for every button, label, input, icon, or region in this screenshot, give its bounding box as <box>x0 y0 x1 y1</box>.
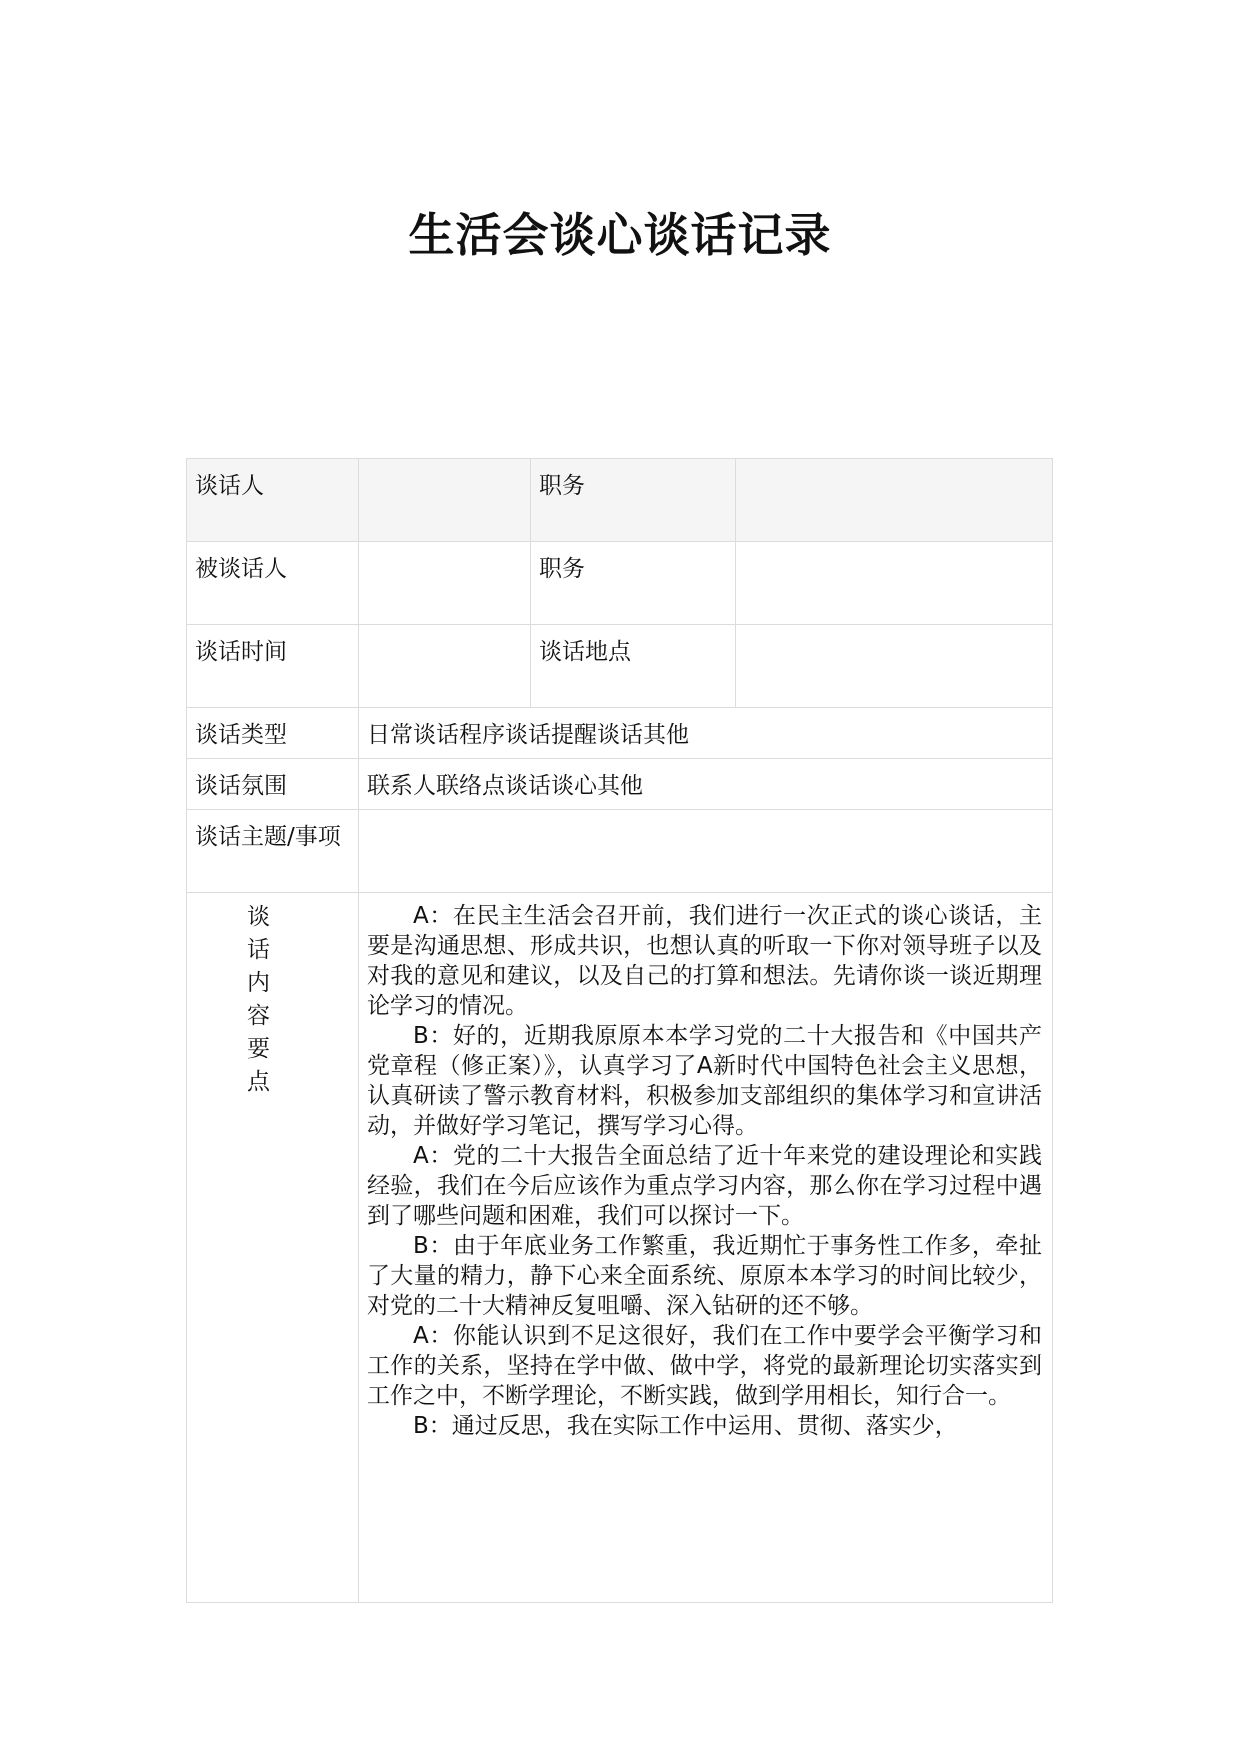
content-label-char: 点 <box>247 1069 270 1095</box>
content-label-char: 谈 <box>247 904 270 930</box>
content-paragraph: B：通过反思，我在实际工作中运用、贯彻、落实少， <box>413 1413 958 1439</box>
type-label: 谈话类型 <box>187 708 359 759</box>
content-label-char: 容 <box>247 1003 270 1029</box>
atmosphere-label: 谈话氛围 <box>187 759 359 810</box>
type-value[interactable]: 日常谈话程序谈话提醒谈话其他 <box>359 708 1053 759</box>
table-row-talker <box>187 459 1053 542</box>
table-row-content <box>187 893 1053 1603</box>
interviewee-position-value[interactable] <box>736 542 1053 625</box>
interviewee-label: 被谈话人 <box>187 542 359 625</box>
content-paragraph: B：由于年底业务工作繁重，我近期忙于事务性工作多，牵扯了大量的精力，静下心来全面系统、原原本本学习的时间比较少，对党的二十大精神反复咀嚼、深入钻研的还不够。 <box>367 1233 1042 1319</box>
time-value[interactable] <box>359 625 531 708</box>
table-row-atmosphere <box>187 759 1053 810</box>
place-value[interactable] <box>736 625 1053 708</box>
content-label-char: 内 <box>247 970 270 996</box>
content-label-char: 话 <box>247 937 270 963</box>
table-row-topic <box>187 810 1053 893</box>
content-paragraph: A：你能认识到不足这很好，我们在工作中要学会平衡学习和工作的关系，坚持在学中做、做中学，将党的最新理论切实落实到工作之中，不断学理论，不断实践，做到学用相长，知行合一。 <box>367 1323 1042 1409</box>
talker-position-label: 职务 <box>531 459 736 542</box>
topic-value[interactable] <box>359 810 1053 893</box>
talk-record-table <box>186 458 1053 1603</box>
time-label: 谈话时间 <box>187 625 359 708</box>
table-row-time-place <box>187 625 1053 708</box>
topic-label: 谈话主题/事项 <box>187 810 359 893</box>
interviewee-value[interactable] <box>359 542 531 625</box>
interviewee-position-label: 职务 <box>531 542 736 625</box>
content-paragraph: A：在民主生活会召开前，我们进行一次正式的谈心谈话，主要是沟通思想、形成共识，也想认真的听取一下你对领导班子以及对我的意见和建议，以及自己的打算和想法。先请你谈一谈近期理论学习的情况。 <box>367 903 1042 1019</box>
table-row-type <box>187 708 1053 759</box>
content-paragraph: A：党的二十大报告全面总结了近十年来党的建设理论和实践经验，我们在今后应该作为重点学习内容，那么你在学习过程中遇到了哪些问题和困难，我们可以探讨一下。 <box>367 1143 1042 1229</box>
content-text[interactable] <box>359 893 1053 1603</box>
talker-label: 谈话人 <box>187 459 359 542</box>
atmosphere-value[interactable]: 联系人联络点谈话谈心其他 <box>359 759 1053 810</box>
place-label: 谈话地点 <box>531 625 736 708</box>
talker-value[interactable] <box>359 459 531 542</box>
page-title: 生活会谈心谈话记录 <box>408 208 832 262</box>
content-label-char: 要 <box>247 1036 270 1062</box>
table-row-interviewee <box>187 542 1053 625</box>
talker-position-value[interactable] <box>736 459 1053 542</box>
content-paragraph: B：好的，近期我原原本本学习党的二十大报告和《中国共产党章程（修正案）》，认真学习了A新时代中国特色社会主义思想，认真研读了警示教育材料，积极参加支部组织的集体学习和宣讲活动，并做好学习笔记，撰写学习心得。 <box>367 1023 1042 1139</box>
content-label <box>187 893 359 1603</box>
